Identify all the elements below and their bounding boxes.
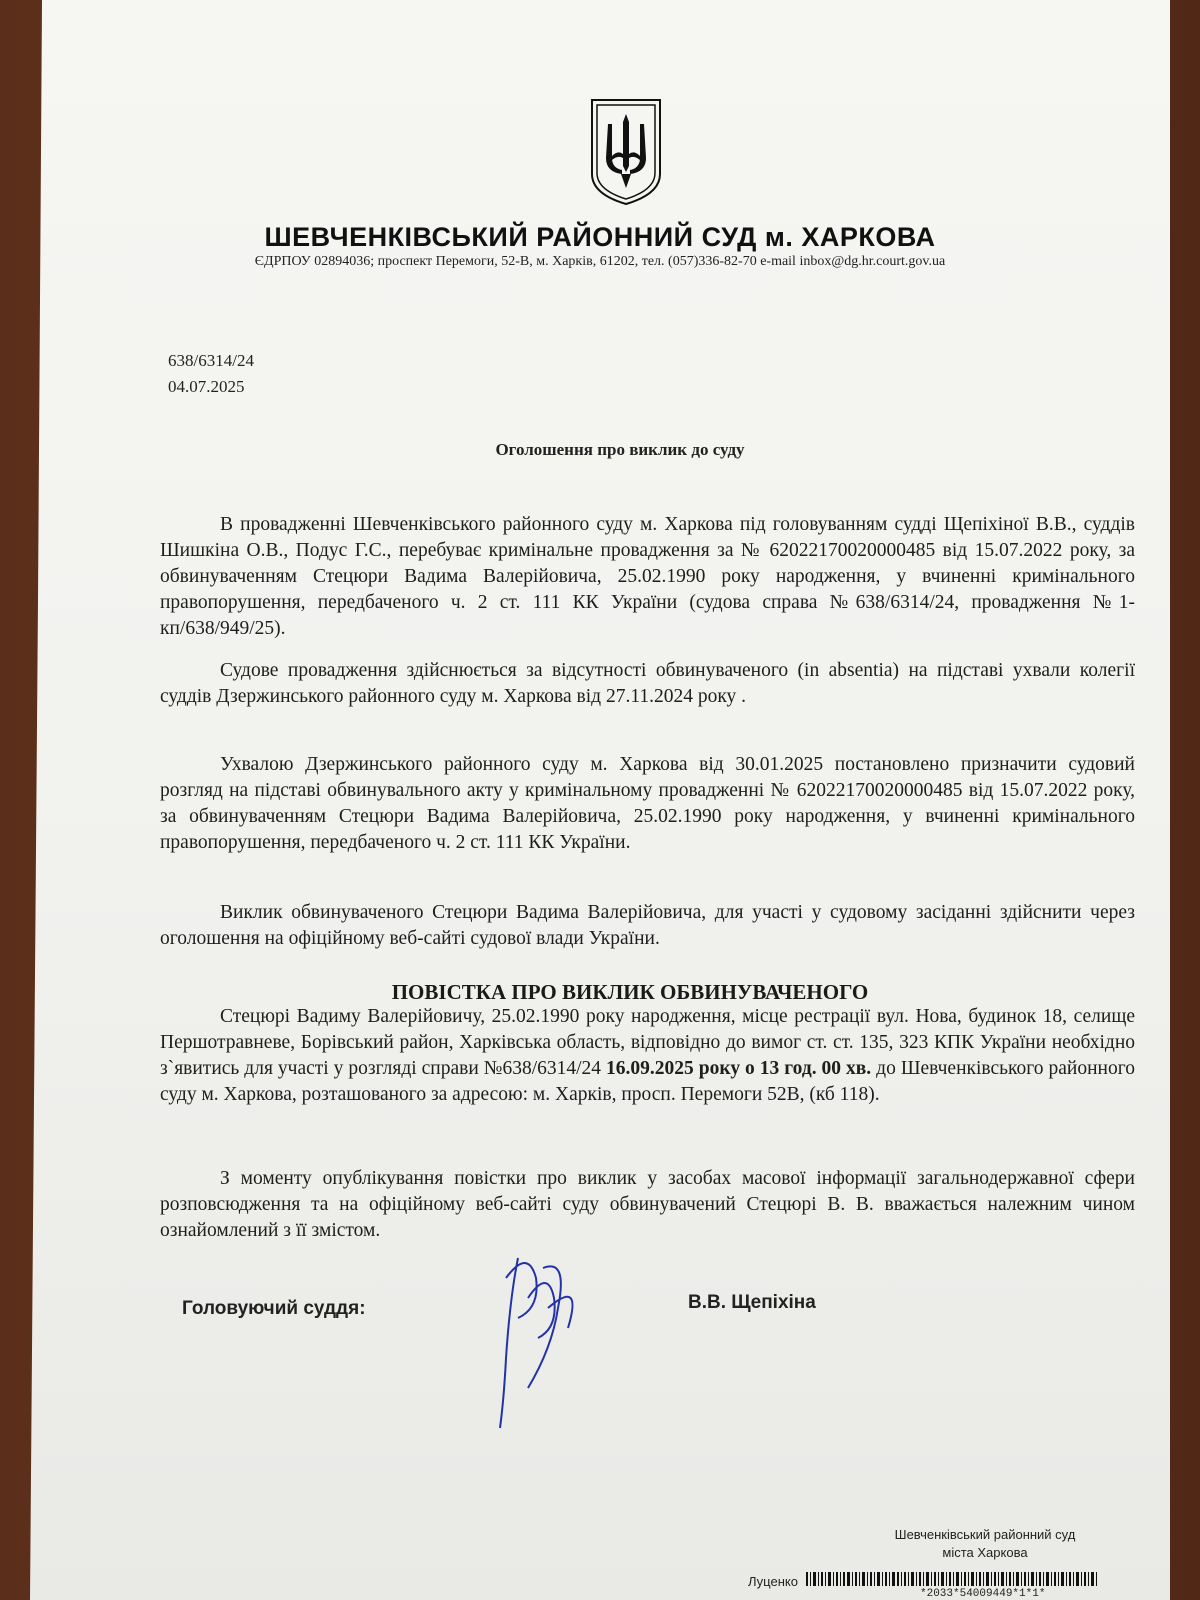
paragraph-trial-ruling: Ухвалою Дзержинського районного суду м. Харкова від 30.01.2025 постановлено призначити судовий розгляд на підставі обвинувального акту у кримінальному провадженні № 62022170020000485 від 15.07.2022 року, за обвинуваченням Стецюри Вадима Валерійовича, 25.02.1990 року народження, у вчиненні кримінального правопорушення, передбаченого ч. 2 ст. 111 КК України. (160, 754, 1135, 853)
paragraph-proceedings: В провадженні Шевченківського районного суду м. Харкова під головуванням судді Щепіхіної В.В., суддів Шишкіна О.В., Подус Г.С., перебуває кримінальне провадження за № 62022170020000485 від 15.07.2022 року, за обвинуваченням Стецюри Вадима Валерійовича, 25.02.1990 року народження, у вчиненні кримінального правопорушення, передбаченого ч. 2 ст. 111 КК України (судова справа №638/6314/24, провадження №1-кп/638/949/25). (160, 514, 1135, 639)
court-name: ШЕВЧЕНКІВСЬКИЙ РАЙОННИЙ СУД м. ХАРКОВА (264, 222, 936, 252)
handwritten-signature-icon (488, 1238, 598, 1438)
notice-title: Оголошення про виклик до суду (495, 440, 745, 459)
document-date: 04.07.2025 (168, 377, 245, 396)
presiding-judge-name: В.В. Щепіхіна (688, 1292, 816, 1313)
barcode-number: *2033*54009449*1*1* (920, 1588, 1046, 1600)
paragraph-summons-text (160, 1004, 1135, 1108)
presiding-judge-label: Головуючий суддя: (182, 1298, 366, 1319)
stamp-court-line1: Шевченківський районний суд (894, 1527, 1076, 1542)
summons-text-before: Стецюрі Вадиму Валерійовичу, 25.02.1990 року народження, місце рестрації вул. Нова, будинок 18, селище Першотравневе, Борівський район, Харківська область, відповідно до вимог ст. ст. 135, 323 КПК України необхідно з`явитись для участі у розгляді справи №638/6314/24 (160, 1006, 1135, 1079)
court-contacts: ЄДРПОУ 02894036; проспект Перемоги, 52-В, м. Харків, 61202, тел. (057)336-82-70 e-mail inbox@dg.hr.court.gov.ua (254, 254, 946, 269)
summons-title: ПОВІСТКА ПРО ВИКЛИК ОБВИНУВАЧЕНОГО (391, 980, 869, 1004)
coat-of-arms-icon (588, 96, 664, 208)
paragraph-in-absentia: Судове провадження здійснюється за відсутності обвинуваченого (in absentia) на підставі ухвали колегії суддів Дзержинського районного суду м. Харкова від 27.11.2024 року . (160, 660, 1135, 707)
document-meta (168, 348, 254, 400)
paragraph-publication-note: З моменту опублікування повістки про виклик у засобах масової інформації загальнодержавної сфери розповсюдження та на офіційному веб-сайті суду обвинувачений Стецюрі В. В. вважається належним чином ознайомлений з її змістом. (160, 1168, 1135, 1241)
court-stamp (880, 1526, 1090, 1562)
stamp-court-line2: міста Харкова (942, 1545, 1028, 1560)
summons-text-after: до Шевченківського районного суду м. Харкова, розташованого за адресою: м. Харків, просп. Перемоги 52В, (кб 118). (160, 1058, 1135, 1105)
paragraph-summons-method: Виклик обвинуваченого Стецюри Вадима Валерійовича, для участі у судовому засіданні здійснити через оголошення на офіційному веб-сайті судової влади України. (160, 902, 1135, 949)
case-number: 638/6314/24 (168, 351, 254, 370)
summons-datetime: 16.09.2025 року о 13 год. 00 хв. (606, 1058, 872, 1079)
clerk-name: Луценко (748, 1574, 798, 1589)
